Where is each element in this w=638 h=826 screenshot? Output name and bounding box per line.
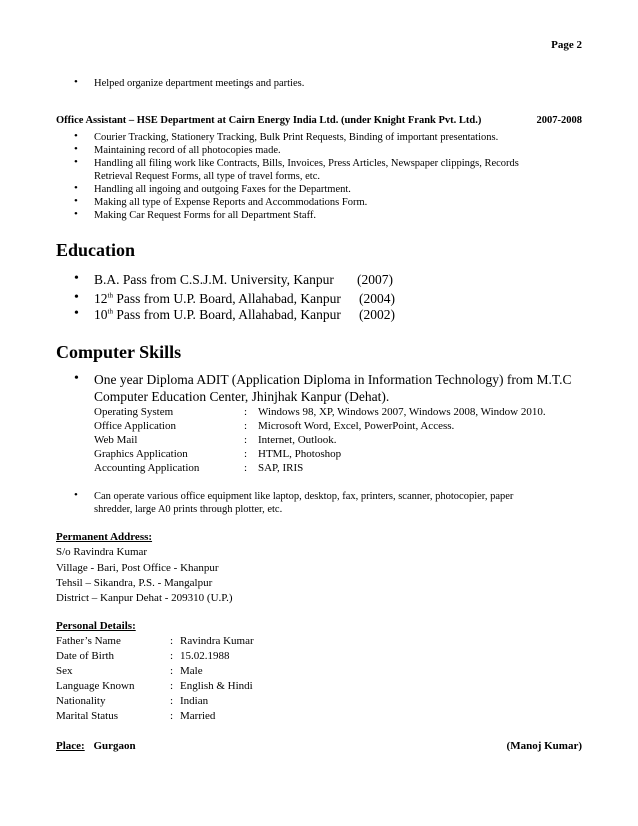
skill-label: Operating System [94, 406, 174, 418]
education-year: (2002) [359, 307, 395, 322]
education-text: 10 [94, 307, 108, 322]
address-line: S/o Ravindra Kumar [56, 546, 148, 558]
job-years: 2007-2008 [536, 115, 582, 126]
personal-details-heading: Personal Details: [56, 620, 136, 632]
skill-label: Graphics Application [94, 448, 188, 460]
list-item: Making Car Request Forms for all Department Staff. [94, 210, 317, 221]
detail-value: Married [180, 710, 216, 722]
detail-label: Father’s Name [56, 635, 121, 647]
place-value: Gurgaon [93, 740, 136, 752]
signature-name: (Manoj Kumar) [506, 740, 582, 752]
list-item: Handling all ingoing and outgoing Faxes for the Department. [94, 184, 351, 195]
skill-value: HTML, Photoshop [258, 448, 342, 460]
detail-value: English & Hindi [180, 680, 253, 692]
superscript: th [107, 307, 113, 316]
education-text: 12 [94, 291, 108, 306]
education-text: Pass from U.P. Board, Allahabad, Kanpur [112, 291, 341, 306]
education-item [94, 305, 341, 324]
detail-value: Male [180, 665, 203, 677]
skill-value: SAP, IRIS [258, 462, 304, 474]
list-item: Making all type of Expense Reports and Accommodations Form. [94, 197, 368, 208]
bullet-icon: • [74, 371, 79, 386]
detail-label: Date of Birth [56, 650, 115, 662]
superscript: th [107, 291, 113, 300]
top-bullet-text: Helped organize department meetings and parties. [94, 78, 305, 89]
detail-label: Marital Status [56, 710, 119, 722]
list-item: Courier Tracking, Stationery Tracking, Bulk Print Requests, Binding of important presentations. [94, 132, 499, 143]
education-text: Pass from U.P. Board, Allahabad, Kanpur [112, 307, 341, 322]
bullet-icon: • [74, 143, 78, 155]
bullet-icon: • [74, 290, 79, 305]
address-line: Village - Bari, Post Office - Khanpur [56, 562, 219, 574]
page-number: Page 2 [551, 39, 582, 51]
skill-label: Office Application [94, 420, 176, 432]
colon: : [170, 665, 174, 677]
detail-value: Indian [180, 695, 209, 707]
colon: : [170, 695, 174, 707]
equipment-line-1: Can operate various office equipment like laptop, desktop, fax, printers, scanner, photocopier, paper [94, 491, 514, 502]
list-item: Handling all filing work like Contracts, Bills, Invoices, Press Articles, Newspaper clippings, Records [94, 158, 519, 169]
colon: : [244, 420, 248, 432]
bullet-icon: • [74, 130, 78, 142]
skill-label: Web Mail [94, 434, 138, 446]
colon: : [244, 406, 248, 418]
education-text: B.A. Pass from C.S.J.M. University, Kanpur [94, 272, 334, 287]
colon: : [170, 710, 174, 722]
job-title: Office Assistant – HSE Department at Cairn Energy India Ltd. (under Knight Frank Pvt. Ltd.) [56, 115, 482, 126]
place-label: Place: [56, 740, 85, 752]
skill-value: Internet, Outlook. [258, 434, 337, 446]
permanent-address-heading: Permanent Address: [56, 531, 153, 543]
colon: : [170, 650, 174, 662]
bullet-icon: • [74, 489, 78, 501]
bullet-icon: • [74, 76, 78, 88]
bullet-icon: • [74, 156, 78, 168]
bullet-icon: • [74, 271, 79, 286]
skill-value: Windows 98, XP, Windows 2007, Windows 2008, Window 2010. [258, 406, 546, 418]
education-year: (2004) [359, 291, 395, 306]
bullet-icon: • [74, 208, 78, 220]
list-item-continued: Retrieval Request Forms, all type of travel forms, etc. [94, 171, 320, 182]
detail-label: Nationality [56, 695, 106, 707]
detail-value: Ravindra Kumar [180, 635, 254, 647]
diploma-line-1: One year Diploma ADIT (Application Diploma in Information Technology) from M.T.C [94, 372, 572, 387]
detail-value: 15.02.1988 [180, 650, 230, 662]
colon: : [244, 448, 248, 460]
colon: : [170, 680, 174, 692]
skill-value: Microsoft Word, Excel, PowerPoint, Access. [258, 420, 455, 432]
address-line: District – Kanpur Dehat - 209310 (U.P.) [56, 592, 233, 604]
computer-skills-heading: Computer Skills [56, 342, 182, 362]
bullet-icon: • [74, 195, 78, 207]
colon: : [244, 434, 248, 446]
bullet-icon: • [74, 306, 79, 321]
equipment-line-2: shredder, large A0 prints through plotter, etc. [94, 504, 283, 515]
colon: : [170, 635, 174, 647]
detail-label: Sex [56, 665, 73, 677]
colon: : [244, 462, 248, 474]
diploma-line-2: Computer Education Center, Jhinjhak Kanpur (Dehat). [94, 389, 390, 404]
list-item: Maintaining record of all photocopies made. [94, 145, 281, 156]
education-item [94, 270, 334, 289]
skill-label: Accounting Application [94, 462, 200, 474]
address-line: Tehsil – Sikandra, P.S. - Mangalpur [56, 577, 213, 589]
place-line [56, 739, 136, 753]
bullet-icon: • [74, 182, 78, 194]
detail-label: Language Known [56, 680, 135, 692]
education-heading: Education [56, 240, 136, 260]
education-year: (2007) [357, 272, 393, 287]
